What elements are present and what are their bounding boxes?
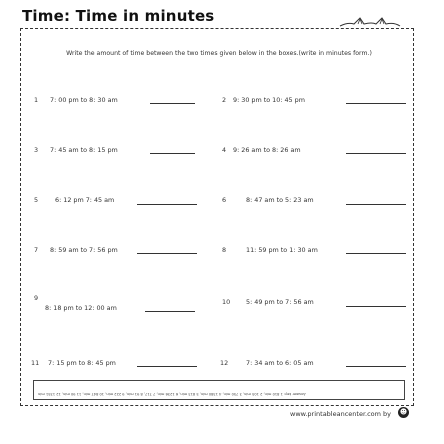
problem-number: 1 bbox=[34, 96, 39, 104]
worksheet-title: Time: Time in minutes bbox=[22, 7, 215, 25]
problem-text: 7: 15 pm to 8: 45 pm bbox=[48, 359, 116, 367]
problem-number: 3 bbox=[34, 146, 39, 154]
problem-text: 8: 18 pm to 12: 00 am bbox=[45, 304, 117, 312]
answer-line[interactable] bbox=[150, 153, 195, 154]
decorative-hands-logo bbox=[338, 14, 402, 28]
answer-line[interactable] bbox=[137, 366, 197, 367]
problem-text: 9: 30 pm to 10: 45 pm bbox=[233, 96, 305, 104]
problem-text: 8: 59 am to 7: 56 pm bbox=[50, 246, 118, 254]
problem-number: 5 bbox=[34, 196, 39, 204]
instructions-text: Write the amount of time between the two times given below in the boxes.(write in minutes form.) bbox=[66, 50, 372, 57]
answer-line[interactable] bbox=[346, 366, 406, 367]
problem-number: 6 bbox=[222, 196, 227, 204]
problem-text: 7: 45 am to 8: 15 pm bbox=[50, 146, 118, 154]
answer-line[interactable] bbox=[346, 204, 406, 205]
answer-line[interactable] bbox=[346, 306, 406, 307]
answer-key-box bbox=[33, 380, 405, 400]
problem-text: 7: 34 am to 6: 05 am bbox=[246, 359, 314, 367]
answer-line[interactable] bbox=[150, 103, 195, 104]
problem-number: 7 bbox=[34, 246, 39, 254]
problem-number: 2 bbox=[222, 96, 227, 104]
problem-text: 5: 49 pm to 7: 56 am bbox=[246, 298, 314, 306]
problem-text: 9: 26 am to 8: 26 am bbox=[233, 146, 301, 154]
brand-logo-icon: ☻ bbox=[399, 408, 408, 416]
problem-number: 9 bbox=[34, 294, 39, 302]
footer-url[interactable]: www.printableancenter.com by bbox=[290, 410, 392, 418]
answer-line[interactable] bbox=[346, 153, 406, 154]
problem-text: 11: 59 pm to 1: 30 am bbox=[246, 246, 318, 254]
problem-number: 4 bbox=[222, 146, 227, 154]
answer-line[interactable] bbox=[137, 204, 197, 205]
answer-line[interactable] bbox=[137, 253, 197, 254]
answer-line[interactable] bbox=[145, 311, 195, 312]
problem-number: 11 bbox=[31, 359, 40, 367]
worksheet-frame bbox=[20, 28, 414, 406]
problem-text: 7: 00 pm to 8: 30 am bbox=[50, 96, 118, 104]
answer-line[interactable] bbox=[346, 103, 406, 104]
problem-text: 8: 47 am to 5: 23 am bbox=[246, 196, 314, 204]
answer-key-text: Answer key: 1 810 min, 2 105 min, 3 750 min, 4 1380 min, 5 813 min, 6 1236 min, 7 717, 8 91 min, 9 222 min, 10 847 min, 11 90 min, 12 1351 min bbox=[38, 392, 306, 396]
answer-line[interactable] bbox=[346, 253, 406, 254]
problem-number: 8 bbox=[222, 246, 227, 254]
problem-text: 6: 12 pm 7: 45 am bbox=[55, 196, 115, 204]
problem-number: 10 bbox=[222, 298, 231, 306]
problem-number: 12 bbox=[220, 359, 229, 367]
